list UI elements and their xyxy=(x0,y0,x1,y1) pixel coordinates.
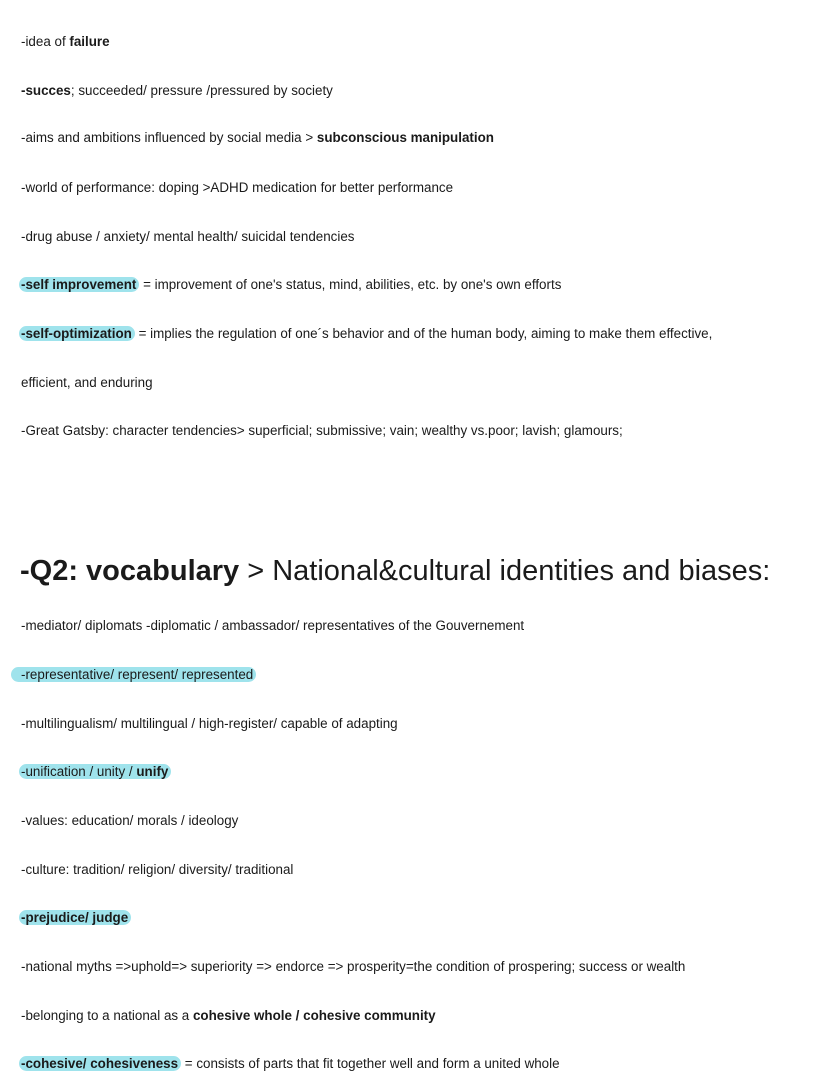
note-multilingualism xyxy=(21,715,398,733)
note-text: -national myths =>uphold=> superiority => endorce => prosperity=the condition of prospering; success or wealth xyxy=(21,959,686,974)
note-definition: = improvement of one's status, mind, abilities, etc. by one's own efforts xyxy=(139,277,562,292)
section-heading-q2 xyxy=(20,551,770,591)
note-text: -belonging to a national as a xyxy=(21,1008,193,1023)
heading-bold: -Q2: vocabulary xyxy=(20,555,240,587)
note-prejudice xyxy=(21,909,131,927)
note-definition: = consists of parts that fit together well and form a united whole xyxy=(181,1056,560,1071)
note-text: -drug abuse / anxiety/ mental health/ suicidal tendencies xyxy=(21,229,355,244)
note-success xyxy=(21,82,333,100)
note-bold-term: unify xyxy=(136,764,169,779)
note-text: efficient, and enduring xyxy=(21,375,153,390)
note-text: -aims and ambitions influenced by social media > xyxy=(21,130,317,145)
note-belonging xyxy=(21,1007,436,1025)
note-world-of-performance xyxy=(21,179,453,197)
note-text: ; succeeded/ pressure /pressured by society xyxy=(70,83,333,98)
highlighted-term: -self-optimization xyxy=(19,326,135,341)
note-aims-ambitions xyxy=(21,129,494,147)
note-self-optimization xyxy=(21,325,712,343)
highlighted-term: -self improvement xyxy=(19,277,139,292)
note-unification xyxy=(21,763,171,781)
note-idea-of-failure xyxy=(21,33,110,51)
highlighted-term xyxy=(19,764,171,779)
highlighted-term: -cohesive/ cohesiveness xyxy=(19,1056,181,1071)
highlighted-term: -representative/ represent/ represented xyxy=(11,667,256,682)
note-text: -world of performance: doping >ADHD medication for better performance xyxy=(21,180,454,195)
note-drug-abuse xyxy=(21,228,354,246)
note-bold-term: subconscious manipulation xyxy=(316,130,494,145)
note-values xyxy=(21,812,238,830)
note-text: -values: education/ morals / ideology xyxy=(21,813,239,828)
highlighted-term: -prejudice/ judge xyxy=(19,910,131,925)
note-text: -Great Gatsby: character tendencies> superficial; submissive; vain; wealthy vs.poor; lavish; glamours; xyxy=(21,423,623,438)
note-definition: = implies the regulation of one´s behavior and of the human body, aiming to make them effective, xyxy=(134,326,713,341)
note-culture xyxy=(21,861,293,879)
note-text: -multilingualism/ multilingual / high-register/ capable of adapting xyxy=(21,716,398,731)
note-national-myths xyxy=(21,958,685,976)
heading-text: > National&cultural identities and biases: xyxy=(239,555,771,587)
note-self-improvement xyxy=(21,276,561,294)
note-text: -mediator/ diplomats -diplomatic / ambassador/ representatives of the Gouvernement xyxy=(21,618,525,633)
note-bold-term: failure xyxy=(69,34,110,49)
note-great-gatsby xyxy=(21,422,623,440)
note-bold-term: cohesive whole / cohesive community xyxy=(192,1008,436,1023)
note-representative xyxy=(21,666,256,684)
note-text: -unification / unity / xyxy=(21,764,137,779)
note-self-optimization-continued xyxy=(21,374,153,392)
note-text: -culture: tradition/ religion/ diversity/ traditional xyxy=(21,862,294,877)
note-cohesive xyxy=(21,1055,560,1073)
note-text: -idea of xyxy=(21,34,70,49)
note-mediator xyxy=(21,617,524,635)
note-bold-term: -succes xyxy=(21,83,71,98)
